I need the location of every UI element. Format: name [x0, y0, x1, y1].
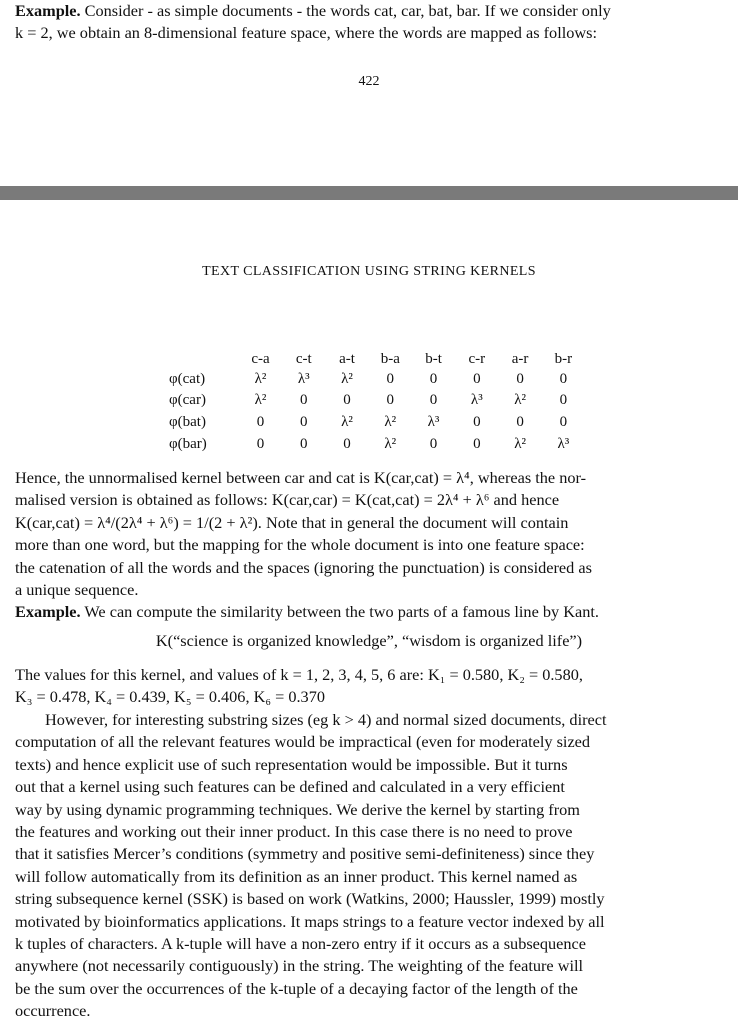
table-cell: 0	[429, 370, 438, 387]
column-header: c-a	[251, 350, 270, 367]
text-line: be the sum over the occurrences of the k-tuple of a decaying factor of the length of the	[15, 978, 578, 998]
table-row	[165, 389, 585, 411]
table-cell: λ²	[384, 435, 397, 452]
table-cell: 0	[300, 391, 308, 408]
example-label: Example.	[15, 602, 81, 622]
text-line: malised version is obtained as follows: K(car,car) = K(cat,cat) = 2λ⁴ + λ⁶ and hence	[15, 490, 560, 510]
table-cell: 0	[300, 435, 308, 452]
table-cell: λ²	[514, 391, 526, 408]
table-cell: λ²	[341, 370, 353, 387]
feature-table	[165, 349, 585, 455]
table-cell: 0	[473, 413, 481, 430]
text-line: more than one word, but the mapping for the whole document is into one feature space:	[15, 535, 585, 555]
table-cell: 0	[386, 370, 395, 387]
kant-formula: K(“science is organized knowledge”, “wisdom is organized life”)	[155, 631, 583, 650]
text-line	[15, 0, 723, 22]
table-header-row	[165, 349, 585, 369]
text-line: the catenation of all the words and the spaces (ignoring the punctuation) is considered as	[15, 557, 592, 577]
table-row	[165, 433, 585, 455]
example-label: Example.	[15, 1, 81, 20]
column-header: c-r	[468, 350, 486, 367]
top-example-paragraph	[15, 0, 723, 45]
table-cell: 0	[386, 391, 395, 408]
text-line: k tuples of characters. A k-tuple will have a non-zero entry if it occurs as a subsequence	[15, 934, 586, 954]
page-separator-bar	[0, 186, 738, 200]
text-line: k = 2, we obtain an 8-dimensional feature space, where the words are mapped as follows:	[15, 23, 597, 43]
text-line: texts) and hence explicit use of such representation would be impossible. But it turns	[15, 754, 568, 774]
text-line: motivated by bioinformatics applications. It maps strings to a feature vector indexed by all	[15, 911, 605, 931]
column-header: b-t	[425, 350, 442, 367]
table-cell: 0	[516, 413, 524, 430]
text-span: Consider - as simple documents - the words cat, car, bat, bar. If we consider only	[80, 1, 611, 20]
table-cell: 0	[343, 391, 351, 408]
text-line	[15, 601, 723, 623]
column-header: a-t	[339, 350, 355, 367]
row-label: φ(car)	[169, 391, 206, 408]
table-row	[165, 411, 585, 433]
table-cell: 0	[516, 370, 524, 387]
column-header: a-r	[511, 350, 529, 367]
running-header: TEXT CLASSIFICATION USING STRING KERNELS	[202, 264, 536, 279]
table-cell: λ³	[557, 435, 570, 452]
table-cell: λ²	[384, 413, 397, 430]
table-cell: λ²	[254, 370, 267, 387]
table-cell: 0	[559, 370, 568, 387]
column-header: b-r	[554, 350, 573, 367]
table-cell: λ³	[470, 391, 483, 408]
text-line: The values for this kernel, and values of k = 1, 2, 3, 4, 5, 6 are: K₁ = 0.580, K₂ = 0.580,	[15, 665, 583, 684]
ssk-paragraph	[15, 709, 723, 1023]
table-row	[165, 369, 585, 389]
kernel-paragraph	[15, 467, 723, 624]
text-line: Hence, the unnormalised kernel between car and cat is K(car,cat) = λ⁴, whereas the nor-	[15, 468, 587, 487]
table-cell: λ²	[341, 413, 353, 430]
table-cell: 0	[256, 413, 265, 430]
table-cell: 0	[429, 435, 438, 452]
text-line: K(car,cat) = λ⁴/(2λ⁴ + λ⁶) = 1/(2 + λ²). Note that in general the document will contain	[15, 512, 569, 532]
column-header: c-t	[295, 350, 312, 367]
text-line: the features and working out their inner product. In this case there is no need to prove	[15, 822, 573, 842]
table-cell: 0	[300, 413, 308, 430]
table-cell: λ³	[297, 370, 310, 387]
text-line: a unique sequence.	[15, 580, 139, 600]
table-cell: 0	[343, 435, 351, 452]
text-line: will follow automatically from its definition as an inner product. This kernel named as	[15, 866, 578, 886]
text-line: that it satisfies Mercer’s conditions (symmetry and positive semi-definiteness) since they	[15, 844, 595, 864]
table-cell: 0	[559, 413, 568, 430]
table-cell: λ²	[254, 391, 267, 408]
row-label: φ(bat)	[169, 413, 206, 430]
text-line: way by using dynamic programming techniques. We derive the kernel by starting from	[15, 799, 580, 819]
text-line: occurrence.	[15, 1001, 91, 1021]
table-cell: 0	[473, 370, 481, 387]
table-cell: λ³	[427, 413, 440, 430]
table-cell: 0	[559, 391, 568, 408]
text-line: However, for interesting substring sizes (eg k > 4) and normal sized documents, direct	[45, 710, 607, 729]
table-cell: 0	[256, 435, 265, 452]
table-cell: 0	[473, 435, 481, 452]
values-paragraph	[15, 664, 723, 709]
table-cell: λ²	[514, 435, 526, 452]
text-line: anywhere (not necessarily contiguously) in the string. The weighting of the feature will	[15, 956, 584, 976]
row-label: φ(cat)	[169, 370, 206, 387]
column-header: b-a	[380, 350, 400, 367]
row-label: φ(bar)	[169, 435, 207, 452]
text-line: computation of all the relevant features would be impractical (even for moderately sized	[15, 732, 591, 752]
table-cell: 0	[429, 391, 438, 408]
text-line: out that a kernel using such features can be defined and calculated in a very efficient	[15, 777, 565, 797]
text-span: We can compute the similarity between the two parts of a famous line by Kant.	[80, 602, 599, 622]
text-line: string subsequence kernel (SSK) is based on work (Watkins, 2000; Haussler, 1999) mostly	[15, 889, 605, 909]
table-corner	[165, 349, 239, 369]
page-number: 422	[358, 74, 380, 89]
text-line: K₃ = 0.478, K₄ = 0.439, K₅ = 0.406, K₆ = 0.370	[15, 687, 325, 707]
